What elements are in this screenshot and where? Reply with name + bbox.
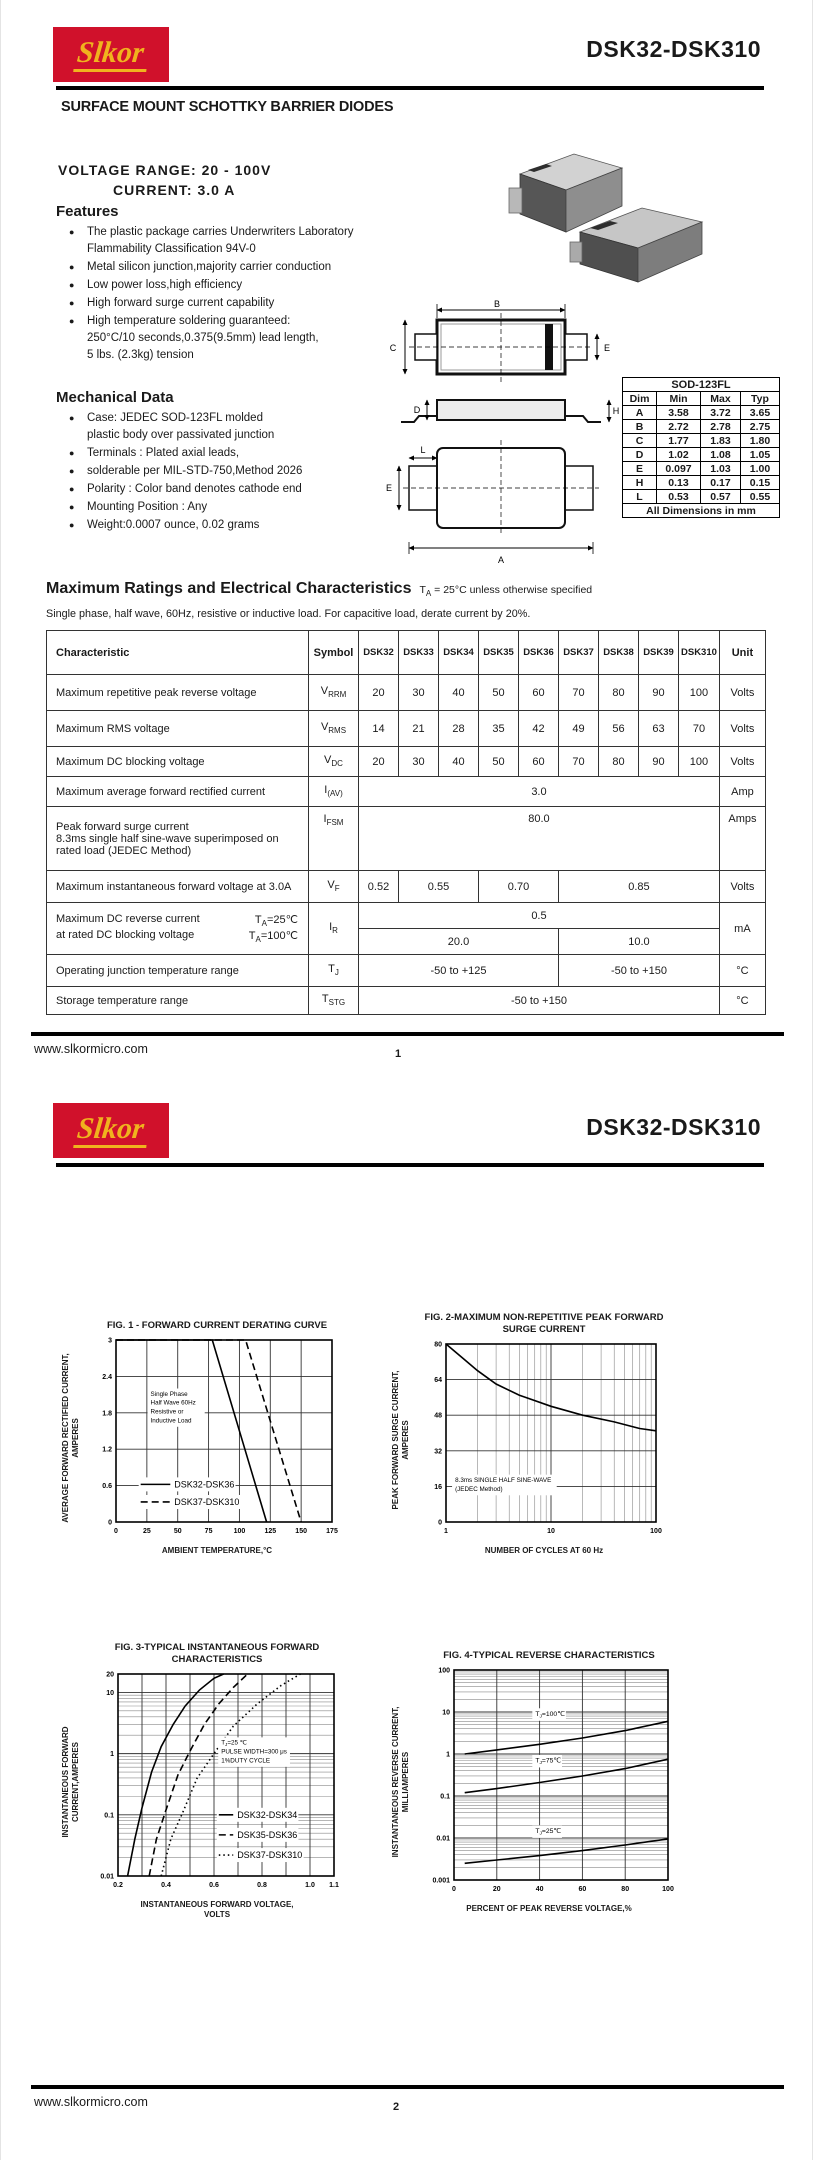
svg-text:0.8: 0.8 bbox=[257, 1882, 267, 1889]
fig4-title: FIG. 4-TYPICAL REVERSE CHARACTERISTICS bbox=[443, 1650, 655, 1661]
svg-text:10: 10 bbox=[547, 1528, 555, 1535]
bullet-text: solderable per MIL-STD-750,Method 2026 bbox=[87, 465, 303, 477]
svg-text:10: 10 bbox=[442, 1709, 450, 1717]
svg-text:75: 75 bbox=[204, 1528, 213, 1535]
fig2-ylabel: PEAK FORWARD SURGE CURRENT, AMPERES bbox=[391, 1370, 410, 1510]
svg-text:0.4: 0.4 bbox=[161, 1882, 171, 1889]
bullet-text: Low power loss,high efficiency bbox=[87, 279, 243, 291]
page-title: DSK32-DSK310 bbox=[586, 36, 761, 62]
footer-rule bbox=[31, 1032, 784, 1036]
header-rule bbox=[56, 1163, 764, 1167]
bullet-icon: ● bbox=[69, 413, 75, 423]
bullet-text: Weight:0.0007 ounce, 0.02 grams bbox=[87, 519, 260, 531]
ratings-row: Maximum average forward rectified current $I_{(AV)}$ 3.0 Amp bbox=[47, 777, 766, 807]
bullet-text: Case: JEDEC SOD-123FL molded plastic body over passivated junction bbox=[87, 412, 275, 441]
svg-text:(JEDEC Method): (JEDEC Method) bbox=[455, 1485, 503, 1493]
ratings-header-row: Characteristic Symbol DSK32 DSK33 DSK34 DSK35 DSK36 DSK37 DSK38 DSK39 DSK310 Unit bbox=[47, 631, 766, 675]
svg-text:Resistive or: Resistive or bbox=[150, 1408, 184, 1416]
svg-text:1.0: 1.0 bbox=[305, 1882, 315, 1889]
voltage-range: VOLTAGE RANGE: 20 - 100V bbox=[58, 162, 272, 178]
svg-text:H: H bbox=[612, 406, 619, 416]
svg-text:DSK32-DSK34: DSK32-DSK34 bbox=[237, 1809, 298, 1820]
fig2-block bbox=[386, 1312, 672, 1556]
svg-text:0.1: 0.1 bbox=[440, 1793, 450, 1801]
svg-text:10: 10 bbox=[106, 1689, 114, 1697]
bullet-icon: ● bbox=[69, 262, 75, 272]
header-rule bbox=[56, 86, 764, 90]
svg-text:C: C bbox=[389, 343, 397, 353]
dim-table-row: C 1.77 1.83 1.80 bbox=[623, 434, 780, 448]
svg-text:0.1: 0.1 bbox=[104, 1812, 114, 1820]
svg-text:PULSE WIDTH=300 μs: PULSE WIDTH=300 μs bbox=[221, 1748, 287, 1756]
mechanical-list bbox=[69, 410, 409, 535]
bullet-text: High forward surge current capability bbox=[87, 297, 275, 309]
svg-text:0.01: 0.01 bbox=[436, 1835, 450, 1843]
svg-text:TJ=25 ℃: $T_J=25$ ℃ bbox=[221, 1739, 247, 1747]
svg-text:2.4: 2.4 bbox=[102, 1373, 112, 1381]
fig4-xlabel: PERCENT OF PEAK REVERSE VOLTAGE,% bbox=[466, 1904, 632, 1913]
dim-table-header-row: Dim Min Max Typ bbox=[623, 392, 780, 406]
bullet-text: Mounting Position : Any bbox=[87, 501, 208, 513]
svg-text:DSK32-DSK36: DSK32-DSK36 bbox=[174, 1479, 235, 1490]
ratings-row: Peak forward surge current 8.3ms single half sine-wave superimposed on rated load (JEDEC Method) $I_{FSM}$ 80.0 Amps bbox=[47, 807, 766, 871]
mechanical-item bbox=[69, 463, 409, 480]
bullet-icon: ● bbox=[69, 484, 75, 494]
svg-text:64: 64 bbox=[434, 1377, 442, 1385]
svg-text:100: 100 bbox=[438, 1667, 450, 1675]
svg-text:1: 1 bbox=[110, 1751, 114, 1759]
fig1-title: FIG. 1 - FORWARD CURRENT DERATING CURVE bbox=[106, 1320, 328, 1331]
svg-text:8.3ms SINGLE HALF SINE-WAVE: 8.3ms SINGLE HALF SINE-WAVE bbox=[455, 1476, 552, 1484]
package-outline-drawing bbox=[379, 298, 619, 570]
svg-text:0: 0 bbox=[114, 1528, 118, 1535]
svg-text:Inductive Load: Inductive Load bbox=[150, 1417, 192, 1425]
mechanical-item bbox=[69, 445, 409, 462]
mechanical-item bbox=[69, 499, 409, 516]
ratings-row: Maximum DC reverse current $T_A=25℃$ at rated DC blocking voltage $T_A=100℃$ $I_R$ 0.5 mA bbox=[47, 903, 766, 929]
svg-text:3: 3 bbox=[108, 1337, 112, 1345]
bullet-icon: ● bbox=[69, 520, 75, 530]
svg-text:TJ=100℃: $T_J=100℃$ bbox=[535, 1711, 565, 1720]
bullet-icon: ● bbox=[69, 502, 75, 512]
fig1-xlabel: AMBIENT TEMPERATURE,°C bbox=[161, 1546, 273, 1555]
svg-text:Single Phase: Single Phase bbox=[150, 1390, 188, 1398]
dim-table-row: L 0.53 0.57 0.55 bbox=[623, 490, 780, 504]
svg-text:50: 50 bbox=[173, 1528, 182, 1535]
bullet-icon: ● bbox=[69, 466, 75, 476]
dimension-table bbox=[622, 377, 780, 518]
fig3-title: FIG. 3-TYPICAL INSTANTANEOUS FORWARD CHARACTERISTICS bbox=[114, 1642, 320, 1665]
footer-rule bbox=[31, 2085, 784, 2089]
package-3d-image bbox=[506, 146, 706, 296]
feature-item bbox=[69, 295, 409, 312]
fig4-chart bbox=[416, 1662, 682, 1902]
svg-text:A: A bbox=[497, 555, 505, 565]
dim-table-footer-row: All Dimensions in mm bbox=[623, 504, 780, 518]
ratings-row: 20.0 10.0 bbox=[47, 929, 766, 955]
bullet-text: Terminals : Plated axial leads, bbox=[87, 447, 240, 459]
dim-table-row: D 1.02 1.08 1.05 bbox=[623, 448, 780, 462]
feature-item bbox=[69, 277, 409, 294]
fig2-title: FIG. 2-MAXIMUM NON-REPETITIVE PEAK FORWARD SURGE CURRENT bbox=[424, 1312, 664, 1335]
svg-text:0.6: 0.6 bbox=[102, 1483, 112, 1491]
svg-text:0.001: 0.001 bbox=[432, 1877, 450, 1885]
svg-text:1.2: 1.2 bbox=[102, 1446, 112, 1454]
dim-table-row: H 0.13 0.17 0.15 bbox=[623, 476, 780, 490]
page-number: 2 bbox=[393, 2101, 400, 2113]
bullet-icon: ● bbox=[69, 298, 75, 308]
fig3-block bbox=[56, 1642, 348, 1920]
fig1-block bbox=[56, 1320, 348, 1556]
svg-text:Half Wave 60Hz: Half Wave 60Hz bbox=[150, 1399, 196, 1407]
svg-text:0.01: 0.01 bbox=[100, 1873, 114, 1881]
svg-text:D: D bbox=[413, 405, 421, 415]
slkor-logo-text: Slkor bbox=[73, 1114, 149, 1148]
dim-table-row: E 0.097 1.03 1.00 bbox=[623, 462, 780, 476]
footer-url: www.slkormicro.com bbox=[34, 2095, 148, 2109]
fig2-chart bbox=[416, 1336, 672, 1544]
dim-table-title-row: SOD-123FL bbox=[623, 378, 780, 392]
svg-text:0.6: 0.6 bbox=[209, 1882, 219, 1889]
ratings-row: Maximum DC blocking voltage $V_{DC}$ 20 30 40 50 60 70 80 90 100 Volts bbox=[47, 747, 766, 777]
svg-text:1.1: 1.1 bbox=[329, 1882, 339, 1889]
bullet-icon: ● bbox=[69, 280, 75, 290]
svg-text:1%DUTY CYCLE: 1%DUTY CYCLE bbox=[221, 1757, 271, 1765]
bullet-text: High temperature soldering guaranteed: 250°C/10 seconds,0.375(9.5mm) lead length, 5 lbs. (2.3kg) tension bbox=[87, 315, 319, 361]
svg-text:175: 175 bbox=[326, 1528, 338, 1535]
ratings-row: Maximum repetitive peak reverse voltage $V_{RRM}$ 20 30 40 50 60 70 80 90 100 Volts bbox=[47, 675, 766, 711]
svg-text:1.8: 1.8 bbox=[102, 1410, 112, 1418]
svg-text:40: 40 bbox=[535, 1886, 544, 1893]
svg-text:DSK35-DSK36: DSK35-DSK36 bbox=[237, 1829, 298, 1840]
footer-url: www.slkormicro.com bbox=[34, 1042, 148, 1056]
ratings-heading bbox=[46, 580, 592, 598]
doc-subtitle: SURFACE MOUNT SCHOTTKY BARRIER DIODES bbox=[61, 99, 394, 115]
svg-text:32: 32 bbox=[434, 1448, 442, 1456]
feature-item bbox=[69, 259, 409, 276]
svg-text:L: L bbox=[420, 445, 426, 455]
ratings-row: Maximum RMS voltage $V_{RMS}$ 14 21 28 35 42 49 56 63 70 Volts bbox=[47, 711, 766, 747]
slkor-logo bbox=[53, 27, 169, 82]
ratings-table bbox=[46, 630, 766, 1015]
svg-text:0.2: 0.2 bbox=[113, 1882, 123, 1889]
svg-text:20: 20 bbox=[106, 1671, 114, 1679]
svg-text:16: 16 bbox=[434, 1483, 442, 1491]
features-heading: Features bbox=[56, 203, 119, 220]
svg-text:100: 100 bbox=[650, 1528, 662, 1535]
current-rating: CURRENT: 3.0 A bbox=[113, 182, 236, 198]
feature-item bbox=[69, 224, 409, 258]
mechanical-heading: Mechanical Data bbox=[56, 389, 174, 406]
svg-text:TJ=75℃: $T_J=75℃$ bbox=[535, 1757, 562, 1767]
fig1-ylabel: AVERAGE FORWARD RECTIFIED CURRENT, AMPERES bbox=[61, 1353, 80, 1523]
slkor-logo-text: Slkor bbox=[73, 38, 149, 72]
feature-item bbox=[69, 313, 409, 364]
ratings-note: Single phase, half wave, 60Hz, resistive or inductive load. For capacitive load, derate current by 20%. bbox=[46, 608, 531, 620]
svg-text:150: 150 bbox=[295, 1528, 307, 1535]
svg-text:1: 1 bbox=[444, 1528, 448, 1535]
fig4-block bbox=[386, 1650, 682, 1914]
svg-text:DSK37-DSK310: DSK37-DSK310 bbox=[174, 1496, 240, 1507]
svg-text:0: 0 bbox=[438, 1519, 442, 1527]
svg-text:1: 1 bbox=[446, 1751, 450, 1759]
svg-text:80: 80 bbox=[434, 1341, 442, 1349]
bullet-icon: ● bbox=[69, 448, 75, 458]
dim-table-row: A 3.58 3.72 3.65 bbox=[623, 406, 780, 420]
ratings-row: Storage temperature range $T_{STG}$ -50 to +150 °C bbox=[47, 987, 766, 1015]
svg-text:B: B bbox=[493, 299, 501, 309]
bullet-icon: ● bbox=[69, 316, 75, 326]
svg-text:125: 125 bbox=[264, 1528, 277, 1535]
svg-text:48: 48 bbox=[434, 1412, 442, 1420]
ratings-heading-text: Maximum Ratings and Electrical Characteristics bbox=[46, 580, 412, 597]
fig2-xlabel: NUMBER OF CYCLES AT 60 Hz bbox=[484, 1546, 604, 1555]
ratings-row: Operating junction temperature range $T_J$ -50 to +125 -50 to +150 °C bbox=[47, 955, 766, 987]
svg-text:TJ=25℃: $T_J=25℃$ bbox=[535, 1828, 562, 1837]
page-number: 1 bbox=[395, 1048, 402, 1060]
bullet-text: The plastic package carries Underwriters Laboratory Flammability Classification 94V-0 bbox=[87, 226, 354, 255]
bullet-text: Polarity : Color band denotes cathode end bbox=[87, 483, 302, 495]
svg-text:80: 80 bbox=[621, 1886, 630, 1893]
svg-text:60: 60 bbox=[578, 1886, 587, 1893]
page-title: DSK32-DSK310 bbox=[586, 1114, 761, 1140]
ratings-condition: $T_A = 25^\circ C$ unless otherwise specified bbox=[419, 584, 593, 599]
svg-text:E: E bbox=[603, 343, 611, 353]
svg-text:DSK37-DSK310: DSK37-DSK310 bbox=[237, 1850, 303, 1861]
fig4-ylabel: INSTANTANEOUS REVERSE CURRENT, MILLIAMPERES bbox=[391, 1706, 410, 1858]
svg-text:E: E bbox=[385, 483, 393, 493]
features-list bbox=[69, 224, 409, 365]
svg-text:100: 100 bbox=[233, 1528, 246, 1535]
svg-text:0: 0 bbox=[452, 1886, 456, 1893]
fig3-xlabel: INSTANTANEOUS FORWARD VOLTAGE, VOLTS bbox=[140, 1900, 294, 1919]
bullet-text: Metal silicon junction,majority carrier conduction bbox=[87, 261, 332, 273]
svg-text:100: 100 bbox=[662, 1886, 674, 1893]
slkor-logo bbox=[53, 1103, 169, 1158]
fig3-chart bbox=[86, 1666, 348, 1898]
svg-text:0: 0 bbox=[108, 1519, 112, 1527]
fig1-chart bbox=[86, 1332, 348, 1544]
ratings-row: Maximum instantaneous forward voltage at 3.0A $V_F$ 0.52 0.55 0.70 0.85 Volts bbox=[47, 871, 766, 903]
dim-table-row: B 2.72 2.78 2.75 bbox=[623, 420, 780, 434]
mechanical-item bbox=[69, 481, 409, 498]
bullet-icon: ● bbox=[69, 227, 75, 237]
fig3-ylabel: INSTANTANEOUS FORWARD CURRENT,AMPERES bbox=[61, 1726, 80, 1838]
svg-text:20: 20 bbox=[492, 1886, 501, 1893]
mechanical-item bbox=[69, 410, 409, 444]
svg-text:25: 25 bbox=[142, 1528, 151, 1535]
mechanical-item bbox=[69, 517, 409, 534]
